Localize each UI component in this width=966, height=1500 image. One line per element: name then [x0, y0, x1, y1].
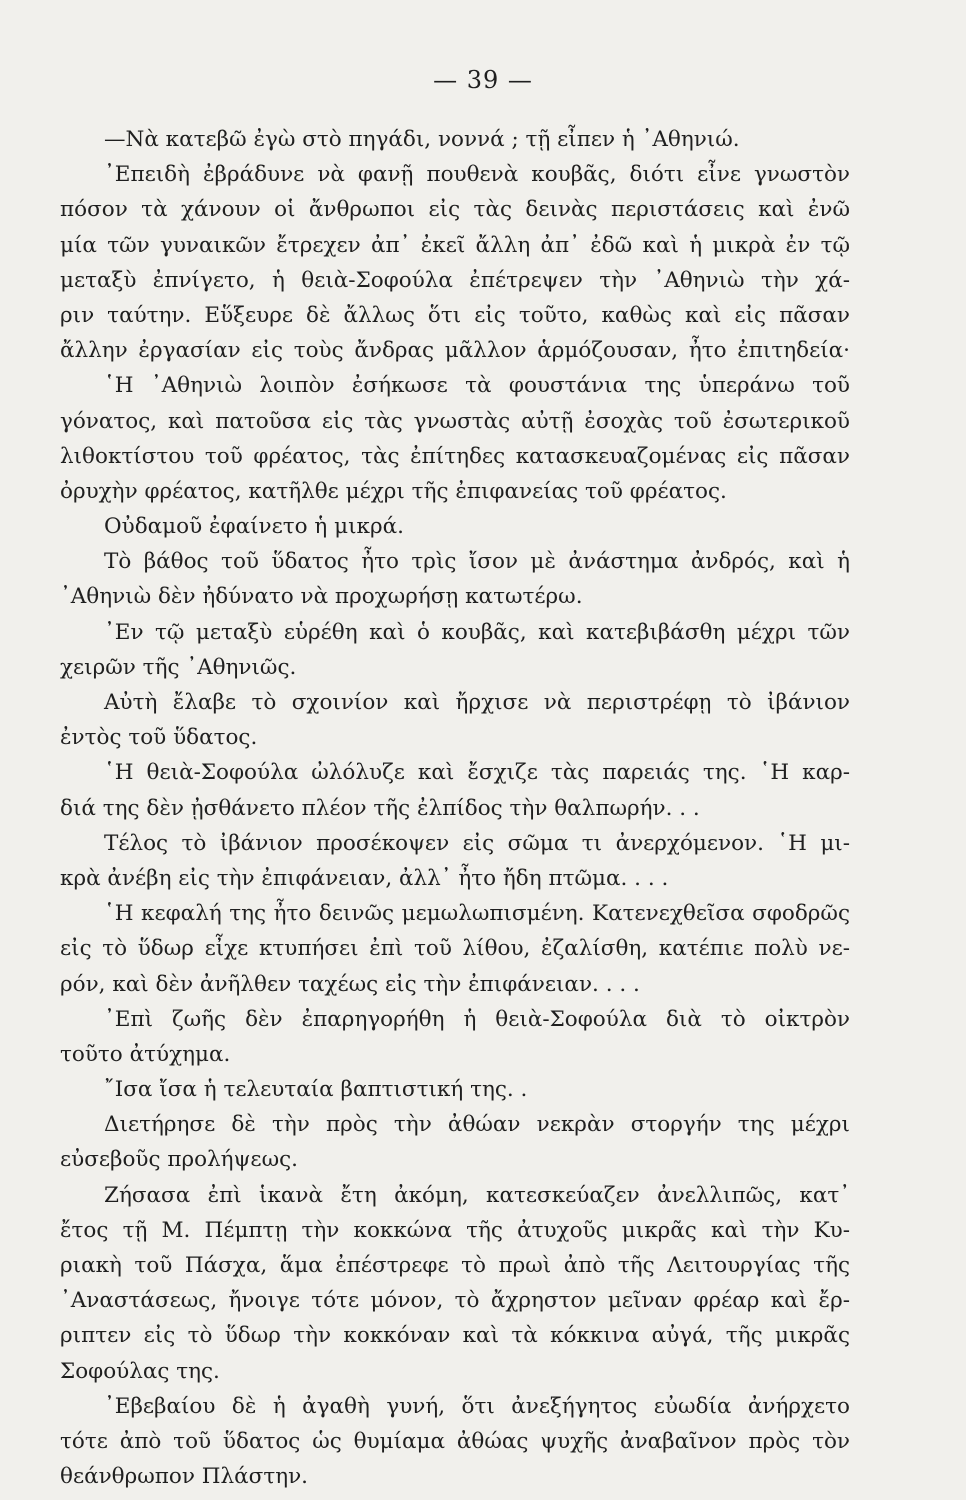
page-number: — 39 — — [433, 66, 533, 94]
text-line: ᾿Επειδὴ ἐβράδυνε νὰ φανῇ πουθενὰ κουβᾶς, διότι εἶνε γνωστὸν — [104, 162, 850, 188]
text-line: εἰς τὸ ὕδωρ εἶχε κτυπήσει ἐπὶ τοῦ λίθου, ἐζαλίσθη, κατέπιε πολὺ νε- — [60, 936, 850, 962]
text-line: ριν ταύτην. Εὕξευρε δὲ ἄλλως ὅτι εἰς τοῦτο, καθὼς καὶ εἰς πᾶσαν — [60, 302, 850, 328]
text-line: ᾿Επὶ ζωῆς δὲν ἐπαρηγορήθη ἡ θειὰ-Σοφούλα διὰ τὸ οἰκτρὸν — [104, 1006, 850, 1032]
text-line: ᾿Αναστάσεως, ἤνοιγε τότε μόνον, τὸ ἄχρηστον μεῖναν φρέαρ καὶ ἔρ- — [60, 1288, 850, 1314]
text-line: ᾿Εν τῷ μεταξὺ εὑρέθη καὶ ὁ κουβᾶς, καὶ κατεβιβάσθη μέχρι τῶν — [104, 619, 850, 645]
text-line: μεταξὺ ἐπνίγετο, ἡ θειὰ-Σοφούλα ἐπέτρεψεν τὴν ᾿Αθηνιὼ τὴν χά- — [60, 267, 850, 293]
text-line: Αὐτὴ ἔλαβε τὸ σχοινίον καὶ ἤρχισε νὰ περιστρέφῃ τὸ ἰβάνιον — [104, 690, 850, 715]
text-line: κρὰ ἀνέβη εἰς τὴν ἐπιφάνειαν, ἀλλ᾿ ἦτο ἤδη πτῶμα. . . . — [60, 865, 669, 891]
text-line: ῾Η ᾿Αθηνιὼ λοιπὸν ἐσήκωσε τὰ φουστάνια της ὑπεράνω τοῦ — [104, 373, 850, 399]
text-line: τότε ἀπὸ τοῦ ὕδατος ὡς θυμίαμα ἀθώας ψυχῆς ἀναβαῖνον πρὸς τὸν — [60, 1428, 850, 1454]
text-line: Σοφούλας της. — [60, 1358, 220, 1384]
text-line: ἔτος τῇ Μ. Πέμπτῃ τὴν κοκκώνα τῆς ἀτυχοῦς μικρᾶς καὶ τὴν Κυ- — [60, 1217, 850, 1243]
text-line: διά της δὲν ᾐσθάνετο πλέον τῆς ἐλπίδος τὴν θαλπωρήν. . . — [60, 795, 700, 821]
text-line: λιθοκτίστου τοῦ φρέατος, τὰς ἐπίτηδες κατασκευαζομένας εἰς πᾶσαν — [60, 443, 850, 469]
text-line: ρόν, καὶ δὲν ἀνῆλθεν ταχέως εἰς τὴν ἐπιφάνειαν. . . . — [60, 971, 640, 997]
text-line: —Νὰ κατεβῶ ἐγὼ στὸ πηγάδι, νοννά ; τῇ εἶπεν ἡ ᾿Αθηνιώ. — [104, 127, 740, 152]
text-line: ὀρυχὴν φρέατος, κατῆλθε μέχρι τῆς ἐπιφανείας τοῦ φρέατος. — [60, 478, 727, 504]
text-line: Διετήρησε δὲ τὴν πρὸς τὴν ἀθώαν νεκρὰν στοργήν της μέχρι — [104, 1112, 850, 1138]
body-text — [60, 122, 850, 1494]
text-line: Οὐδαμοῦ ἐφαίνετο ἡ μικρά. — [104, 514, 404, 540]
text-line: ἄλλην ἐργασίαν εἰς τοὺς ἄνδρας μᾶλλον ἁρμόζουσαν, ἦτο ἐπιτηδεία· — [60, 338, 850, 364]
text-line: ριακὴ τοῦ Πάσχα, ἅμα ἐπέστρεφε τὸ πρωὶ ἀπὸ τῆς Λειτουργίας τῆς — [60, 1253, 850, 1278]
text-line: εὐσεβοῦς προλήψεως. — [60, 1147, 298, 1173]
text-line: ριπτεν εἰς τὸ ὕδωρ τὴν κοκκόναν καὶ τὰ κόκκινα αὐγά, τῆς μικρᾶς — [60, 1323, 850, 1349]
text-line: Τέλος τὸ ἰβάνιον προσέκοψεν εἰς σῶμα τι ἀνερχόμενον. ῾Η μι- — [104, 830, 850, 856]
text-line: χειρῶν τῆς ᾿Αθηνιῶς. — [60, 654, 297, 680]
text-line: ᾿Εβεβαίου δὲ ἡ ἀγαθὴ γυνή, ὅτι ἀνεξήγητος εὐωδία ἀνήρχετο — [104, 1393, 850, 1419]
text-line: ἐντὸς τοῦ ὕδατος. — [60, 725, 258, 751]
text-line: τοῦτο ἀτύχημα. — [60, 1041, 231, 1067]
text-line: μία τῶν γυναικῶν ἔτρεχεν ἀπ᾿ ἐκεῖ ἄλλη ἀπ᾿ ἐδῶ καὶ ἡ μικρὰ ἐν τῷ — [60, 232, 850, 258]
text-line: Τὸ βάθος τοῦ ὕδατος ἦτο τρὶς ἴσον μὲ ἀνάστημα ἀνδρός, καὶ ἡ — [104, 549, 850, 575]
text-line: πόσον τὰ χάνουν οἱ ἄνθρωποι εἰς τὰς δεινὰς περιστάσεις καὶ ἐνῶ — [60, 197, 850, 223]
text-line: ᾿Αθηνιὼ δὲν ἠδύνατο νὰ προχωρήσῃ κατωτέρω. — [60, 584, 583, 610]
text-line: Ζήσασα ἐπὶ ἱκανὰ ἔτη ἀκόμη, κατεσκεύαζεν ἀνελλιπῶς, κατ᾿ — [104, 1182, 850, 1208]
text-line: ῎Ισα ἴσα ἡ τελευταία βαπτιστική της. . — [104, 1077, 528, 1103]
text-line: ῾Η θειὰ-Σοφούλα ὠλόλυζε καὶ ἔσχιζε τὰς παρειάς της. ῾Η καρ- — [104, 760, 850, 786]
text-line: γόνατος, καὶ πατοῦσα εἰς τὰς γνωστὰς αὐτῇ ἐσοχὰς τοῦ ἐσωτερικοῦ — [60, 408, 850, 434]
text-line: ῾Η κεφαλή της ἦτο δεινῶς μεμωλωπισμένη. Κατενεχθεῖσα σφοδρῶς — [104, 901, 850, 927]
text-line: θεάνθρωπον Πλάστην. — [60, 1464, 309, 1490]
